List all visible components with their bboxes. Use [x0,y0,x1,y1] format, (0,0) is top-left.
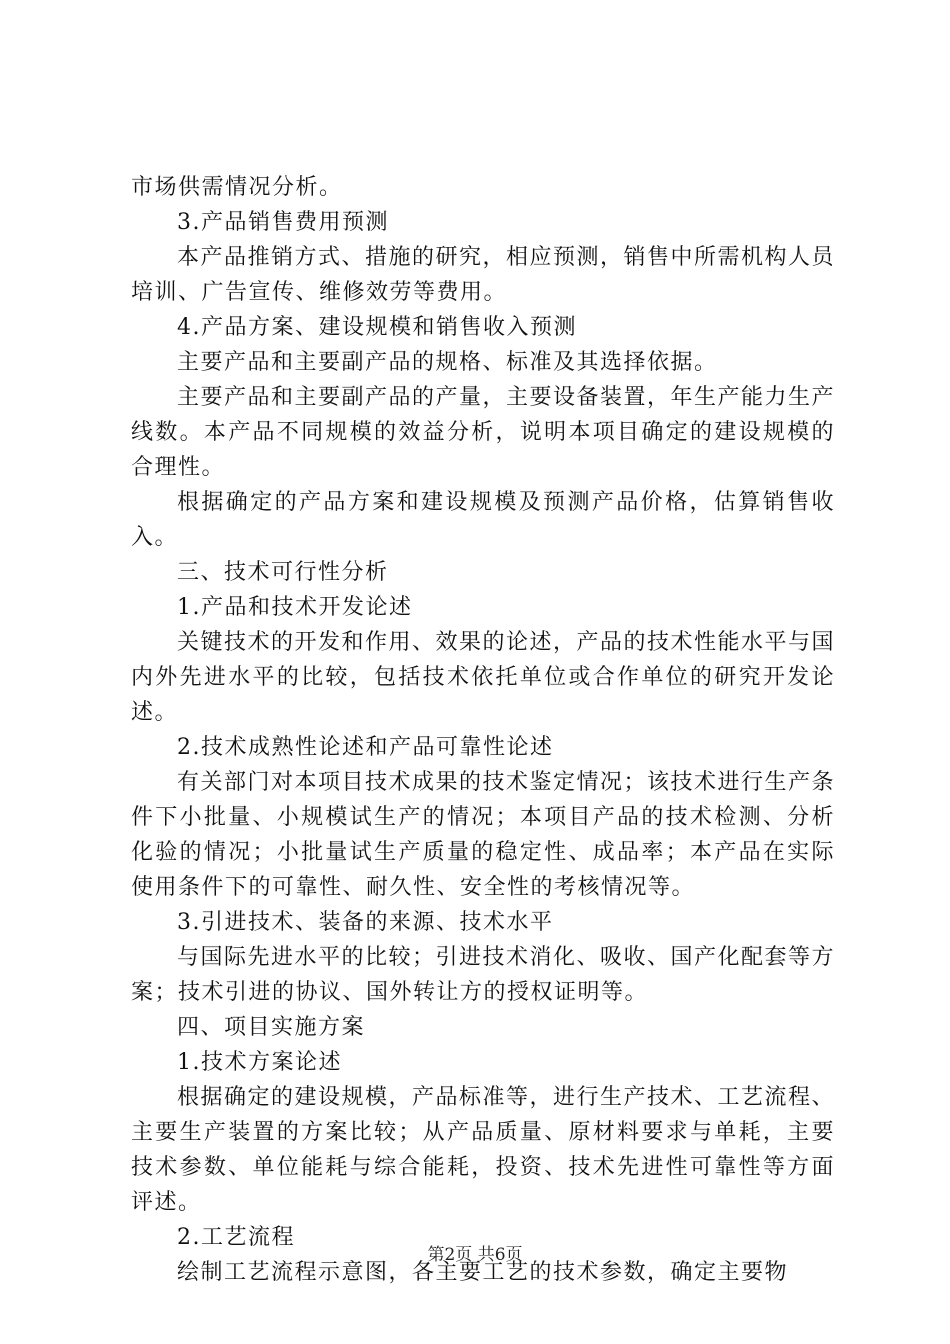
section-heading: 4.产品方案、建设规模和销售收入预测 [177,315,577,340]
paragraph: 绘制工艺流程示意图，各主要工艺的技术参数，确定主要物 [177,1260,789,1285]
paragraph: 市场供需情况分析。 [131,175,343,200]
paragraph: 有关部门对本项目技术成果的技术鉴定情况；该技术进行生产条件下小批量、小规模试生产的情况；本项目产品的技术检测、分析化验的情况；小批量试生产质量的稳定性、成品率；本产品在实际使用条件下的可靠性、耐久性、安全性的考核情况等。 [131,770,836,900]
paragraph: 主要产品和主要副产品的产量，主要设备装置，年生产能力生产线数。本产品不同规模的效益分析，说明本项目确定的建设规模的合理性。 [131,385,836,480]
section-heading: 3.引进技术、装备的来源、技术水平 [177,910,554,935]
paragraph: 本产品推销方式、措施的研究，相应预测，销售中所需机构人员培训、广告宣传、维修效劳等费用。 [131,245,836,305]
paragraph: 与国际先进水平的比较；引进技术消化、吸收、国产化配套等方案；技术引进的协议、国外转让方的授权证明等。 [131,945,836,1005]
section-heading: 2.工艺流程 [177,1225,295,1250]
paragraph: 主要产品和主要副产品的规格、标准及其选择依据。 [177,350,718,375]
paragraph: 关键技术的开发和作用、效果的论述，产品的技术性能水平与国内外先进水平的比较，包括技术依托单位或合作单位的研究开发论述。 [131,630,836,725]
section-heading: 2.技术成熟性论述和产品可靠性论述 [177,735,554,760]
section-heading: 1.技术方案论述 [177,1050,342,1075]
section-heading: 1.产品和技术开发论述 [177,595,413,620]
chapter-heading: 四、项目实施方案 [177,1015,366,1040]
paragraph: 根据确定的建设规模，产品标准等，进行生产技术、工艺流程、主要生产装置的方案比较；从产品质量、原材料要求与单耗，主要技术参数、单位能耗与综合能耗，投资、技术先进性可靠性等方面评述。 [131,1085,836,1215]
section-heading: 3.产品销售费用预测 [177,210,389,235]
chapter-heading: 三、技术可行性分析 [177,560,389,585]
page-number-footer: 第2页 共6页 [427,1245,523,1265]
paragraph: 根据确定的产品方案和建设规模及预测产品价格，估算销售收入。 [131,490,835,550]
document-body [131,170,835,1290]
